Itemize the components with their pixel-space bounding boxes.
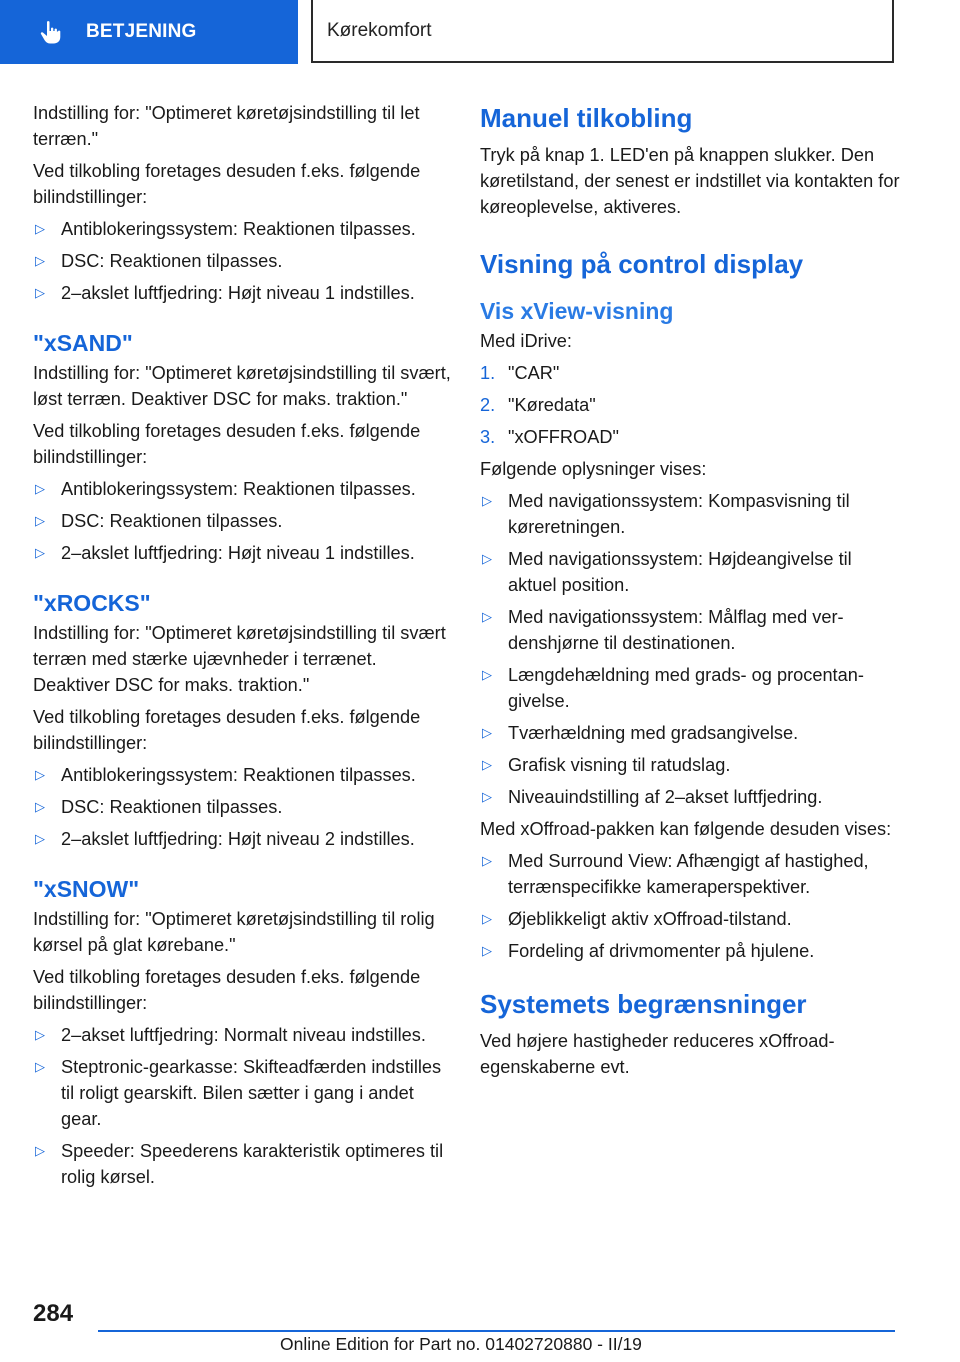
- list-item: ▷ Længdehældning med grads- og procentangivelse.: [480, 662, 900, 714]
- xsnow-paragraph-2: Ved tilkobling foretages desuden f.eks. følgende bilindstillinger:: [33, 967, 421, 1013]
- list-item: ▷ DSC: Reaktionen tilpasses.: [33, 794, 451, 820]
- list-item: ▷ Antiblokeringssystem: Reaktionen tilpasses.: [33, 476, 451, 502]
- xsand-paragraph-1: Indstilling for: "Optimeret køretøjsindstilling til svært, løst terræn. Deaktiver DSC for maks. traktion.": [33, 363, 451, 409]
- list-item: ▷ 2–akslet luftfjedring: Højt niveau 1 indstilles.: [33, 540, 451, 566]
- list-item: ▷ Fordeling af drivmomenter på hjulene.: [480, 938, 900, 964]
- triangle-bullet-icon: ▷: [35, 831, 45, 846]
- xsand-heading: "xSAND": [33, 330, 133, 356]
- intro-paragraph-1: Indstilling for: "Optimeret køretøjsindstilling til let terræn.": [33, 103, 420, 149]
- list-item: ▷ Niveauindstilling af 2–akset luftfjedring.: [480, 784, 900, 810]
- list-item: ▷ Med navigationssystem: Højdeangivelse til aktuel position.: [480, 546, 900, 598]
- xsnow-paragraph-1: Indstilling for: "Optimeret køretøjsindstilling til rolig kørsel på glat kørebane.": [33, 909, 435, 955]
- xsnow-list: [33, 1022, 451, 1190]
- triangle-bullet-icon: ▷: [482, 789, 492, 804]
- list-item: ▷ DSC: Reaktionen tilpasses.: [33, 248, 451, 274]
- triangle-bullet-icon: ▷: [482, 493, 492, 508]
- xrocks-heading: "xROCKS": [33, 590, 151, 616]
- list-item: ▷ Antiblokeringssystem: Reaktionen tilpasses.: [33, 216, 451, 242]
- edition-text: Online Edition for Part no. 01402720880 - II/19: [280, 1334, 642, 1354]
- triangle-bullet-icon: ▷: [35, 513, 45, 528]
- triangle-bullet-icon: ▷: [35, 253, 45, 268]
- page-number: 284: [33, 1300, 74, 1327]
- triangle-bullet-icon: ▷: [482, 609, 492, 624]
- xview-heading: Vis xView-visning: [480, 298, 674, 324]
- footer-divider: [98, 1330, 895, 1332]
- idrive-paragraph: Med iDrive:: [480, 331, 572, 351]
- triangle-bullet-icon: ▷: [482, 725, 492, 740]
- triangle-bullet-icon: ▷: [482, 551, 492, 566]
- triangle-bullet-icon: ▷: [35, 481, 45, 496]
- limits-heading: Systemets begrænsninger: [480, 989, 807, 1019]
- triangle-bullet-icon: ▷: [35, 767, 45, 782]
- step-item: 3. "xOFFROAD": [480, 427, 619, 447]
- chapter-label: Kørekomfort: [327, 19, 432, 41]
- manual-paragraph: Tryk på knap 1. LED'en på knappen slukker. Den køretilstand, der senest er indstillet via kontakten for køreoplevelse, aktiveres.: [480, 145, 900, 217]
- list-item: ▷ Speeder: Speederens karakteristik optimeres til rolig kørsel.: [33, 1138, 451, 1190]
- triangle-bullet-icon: ▷: [35, 1027, 45, 1042]
- list-item: ▷ Med Surround View: Afhængigt af hastighed, terrænspecifikke kameraperspektiver.: [480, 848, 900, 900]
- intro-paragraph-2: Ved tilkobling foretages desuden f.eks. følgende bilindstillinger:: [33, 161, 421, 207]
- package-paragraph: Med xOffroad-pakken kan følgende desuden vises:: [480, 819, 892, 839]
- step-item: 1. "CAR": [480, 363, 560, 383]
- list-item: ▷ 2–akslet luftfjedring: Højt niveau 2 indstilles.: [33, 826, 451, 852]
- triangle-bullet-icon: ▷: [482, 911, 492, 926]
- triangle-bullet-icon: ▷: [35, 221, 45, 236]
- triangle-bullet-icon: ▷: [35, 1143, 45, 1158]
- list-item: ▷ Tværhældning med gradsangivelse.: [480, 720, 900, 746]
- triangle-bullet-icon: ▷: [482, 667, 492, 682]
- section-label: BETJENING: [86, 21, 197, 42]
- steps-list: [480, 360, 900, 450]
- xrocks-list: [33, 762, 451, 852]
- chapter-tab: [311, 0, 894, 63]
- xsand-paragraph-2: Ved tilkobling foretages desuden f.eks. følgende bilindstillinger:: [33, 421, 421, 467]
- limits-paragraph: Ved højere hastigheder reduceres xOffroad-egenskaberne evt.: [480, 1031, 835, 1077]
- xrocks-paragraph-2: Ved tilkobling foretages desuden f.eks. følgende bilindstillinger:: [33, 707, 421, 753]
- list-item: ▷ Antiblokeringssystem: Reaktionen tilpasses.: [33, 762, 451, 788]
- info-paragraph: Følgende oplysninger vises:: [480, 459, 707, 479]
- triangle-bullet-icon: ▷: [35, 1059, 45, 1074]
- triangle-bullet-icon: ▷: [35, 285, 45, 300]
- list-item: ▷ Grafisk visning til ratudslag.: [480, 752, 900, 778]
- list-item: ▷ DSC: Reaktionen tilpasses.: [33, 508, 451, 534]
- list-item: ▷ 2–akslet luftfjedring: Højt niveau 1 indstilles.: [33, 280, 451, 306]
- step-item: 2. "Køredata": [480, 395, 596, 415]
- list-item: ▷ 2–akset luftfjedring: Normalt niveau indstilles.: [33, 1022, 451, 1048]
- xsnow-heading: "xSNOW": [33, 876, 140, 902]
- list-item: ▷ Steptronic-gearkasse: Skifteadfærden indstilles til roligt gearskift. Bilen sætter i gang i andet gear.: [33, 1054, 451, 1132]
- intro-list: [33, 216, 451, 306]
- triangle-bullet-icon: ▷: [35, 799, 45, 814]
- info-list: [480, 488, 900, 810]
- manual-heading: Manuel tilkobling: [480, 103, 693, 133]
- xrocks-paragraph-1: Indstilling for: "Optimeret køretøjsindstilling til svært terræn med stærke ujævnheder i terrænet. Deaktiver DSC for maks. traktion.": [33, 623, 446, 695]
- triangle-bullet-icon: ▷: [482, 757, 492, 772]
- triangle-bullet-icon: ▷: [482, 853, 492, 868]
- triangle-bullet-icon: ▷: [482, 943, 492, 958]
- left-column: [33, 100, 451, 1196]
- package-list: [480, 848, 900, 964]
- hand-pointer-icon: [40, 20, 62, 44]
- section-tab: [0, 0, 298, 64]
- display-heading: Visning på control display: [480, 249, 804, 279]
- right-column: [480, 100, 900, 1086]
- list-item: ▷ Øjeblikkeligt aktiv xOffroad-tilstand.: [480, 906, 900, 932]
- triangle-bullet-icon: ▷: [35, 545, 45, 560]
- list-item: ▷ Med navigationssystem: Kompasvisning til køreretningen.: [480, 488, 900, 540]
- xsand-list: [33, 476, 451, 566]
- list-item: ▷ Med navigationssystem: Målflag med verdenshjørne til destinationen.: [480, 604, 900, 656]
